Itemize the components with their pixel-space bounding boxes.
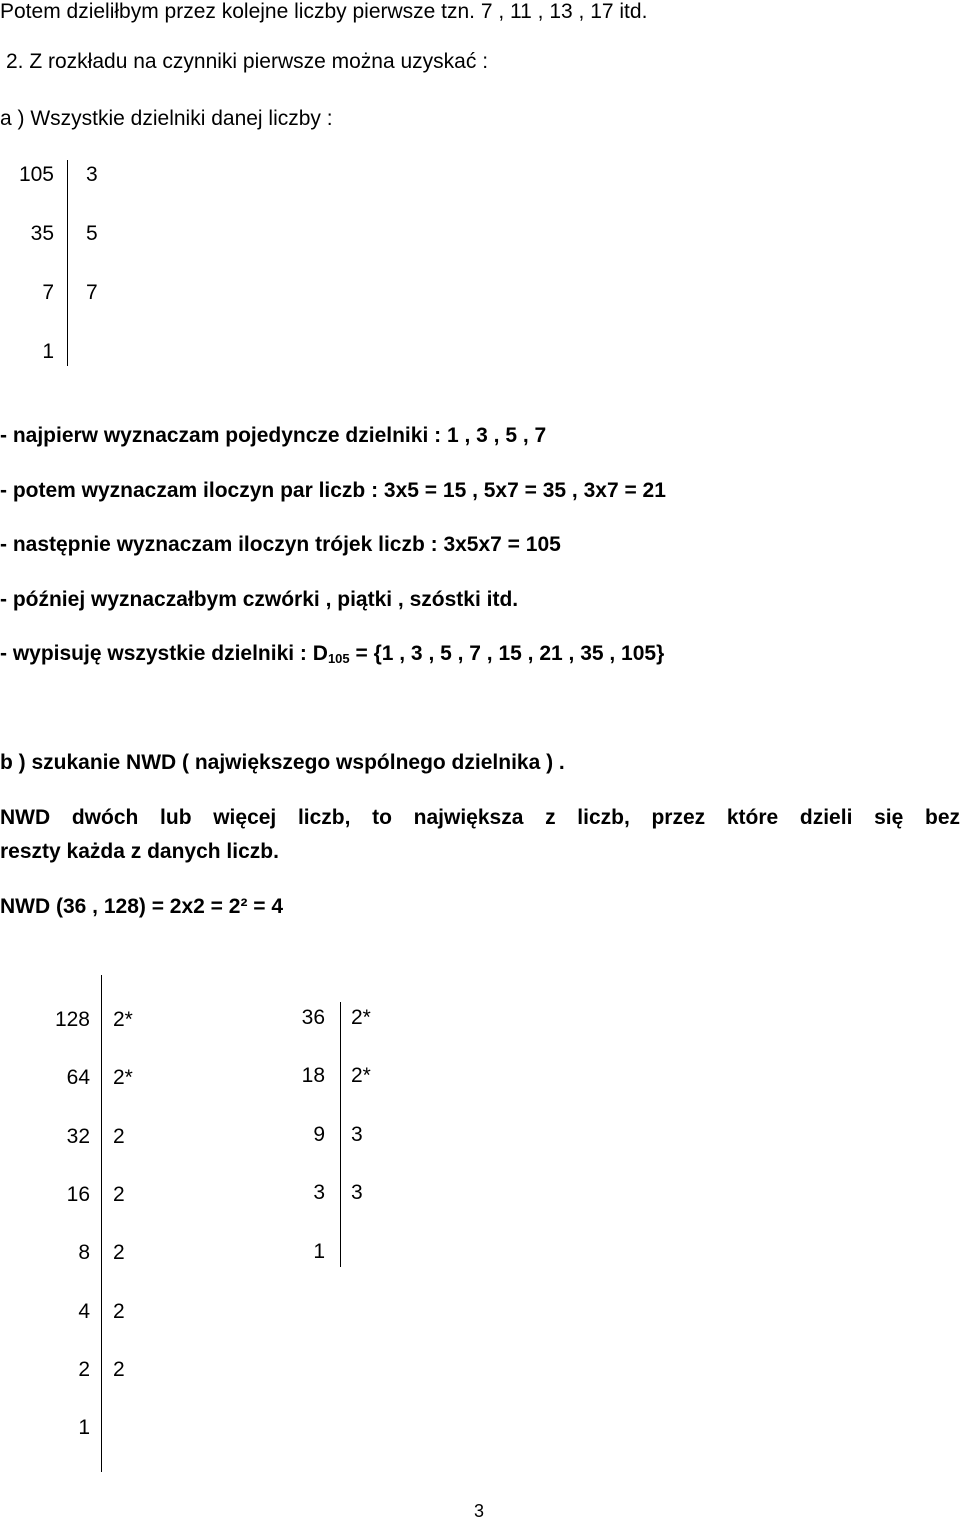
step-5-suffix: = {1 , 3 , 5 , 7 , 15 , 21 , 35 , 105} xyxy=(349,642,665,665)
factor-128-right-2: 2 xyxy=(113,1125,125,1148)
factor-128-right-1: 2* xyxy=(113,1066,133,1089)
factor-36-right-1: 2* xyxy=(351,1064,371,1087)
factor-105-right-2: 7 xyxy=(86,281,98,304)
factor-36-left-2: 9 xyxy=(313,1123,325,1146)
factor-128-right-0: 2* xyxy=(113,1008,133,1031)
factor-128-left-7: 1 xyxy=(78,1416,90,1439)
step-1: - najpierw wyznaczam pojedyncze dzielniki : 1 , 3 , 5 , 7 xyxy=(0,424,547,447)
factor-105-left-3: 1 xyxy=(42,340,54,363)
nwd-definition-line-2: reszty każda z danych liczb. xyxy=(0,840,279,863)
factor-105-divider xyxy=(67,160,68,366)
factor-36-left-1: 18 xyxy=(301,1064,325,1087)
step-5 xyxy=(0,642,664,666)
factor-128-left-4: 8 xyxy=(78,1241,90,1264)
page-number: 3 xyxy=(474,1501,485,1521)
factor-128-right-3: 2 xyxy=(113,1183,125,1206)
factor-128-right-5: 2 xyxy=(113,1300,125,1323)
factor-36-right-0: 2* xyxy=(351,1006,371,1029)
factor-128-left-3: 16 xyxy=(66,1183,90,1206)
factor-105-left-2: 7 xyxy=(42,281,54,304)
factor-105-right-0: 3 xyxy=(86,163,98,186)
factor-36-left-4: 1 xyxy=(313,1240,325,1263)
factor-36-left-3: 3 xyxy=(313,1181,325,1204)
factor-105-right-1: 5 xyxy=(86,222,98,245)
intro-line-2: 2. Z rozkładu na czynniki pierwsze można uzyskać : xyxy=(6,50,489,73)
nwd-definition-line-1: NWD dwóch lub więcej liczb, to największa z liczb, przez które dzieli się bez xyxy=(0,806,960,829)
step-5-prefix: - wypisuję wszystkie dzielniki : D xyxy=(0,642,328,665)
factor-128-left-0: 128 xyxy=(54,1008,90,1031)
nwd-example: NWD (36 , 128) = 2x2 = 2² = 4 xyxy=(0,895,284,918)
factor-128-left-2: 32 xyxy=(66,1125,90,1148)
step-3: - następnie wyznaczam iloczyn trójek liczb : 3x5x7 = 105 xyxy=(0,533,561,556)
step-4: - później wyznaczałbym czwórki , piątki , szóstki itd. xyxy=(0,588,519,611)
step-5-subscript: 105 xyxy=(327,651,350,666)
factor-128-right-4: 2 xyxy=(113,1241,125,1264)
factor-36-left-0: 36 xyxy=(301,1006,325,1029)
factor-105-left-0: 105 xyxy=(18,163,54,186)
factor-128-left-5: 4 xyxy=(78,1300,90,1323)
factor-128-left-6: 2 xyxy=(78,1358,90,1381)
factor-36-right-2: 3 xyxy=(351,1123,363,1146)
factor-105-left-1: 35 xyxy=(30,222,54,245)
factor-128-divider xyxy=(101,975,102,1472)
nwd-heading: b ) szukanie NWD ( największego wspólnego dzielnika ) . xyxy=(0,751,565,774)
factor-128-left-1: 64 xyxy=(66,1066,90,1089)
factor-36-divider xyxy=(340,1002,341,1267)
factor-36-right-3: 3 xyxy=(351,1181,363,1204)
intro-line-3: a ) Wszystkie dzielniki danej liczby : xyxy=(0,107,333,130)
factor-128-right-6: 2 xyxy=(113,1358,125,1381)
step-2: - potem wyznaczam iloczyn par liczb : 3x5 = 15 , 5x7 = 35 , 3x7 = 21 xyxy=(0,479,666,502)
intro-line-1: Potem dzieliłbym przez kolejne liczby pierwsze tzn. 7 , 11 , 13 , 17 itd. xyxy=(0,0,648,23)
